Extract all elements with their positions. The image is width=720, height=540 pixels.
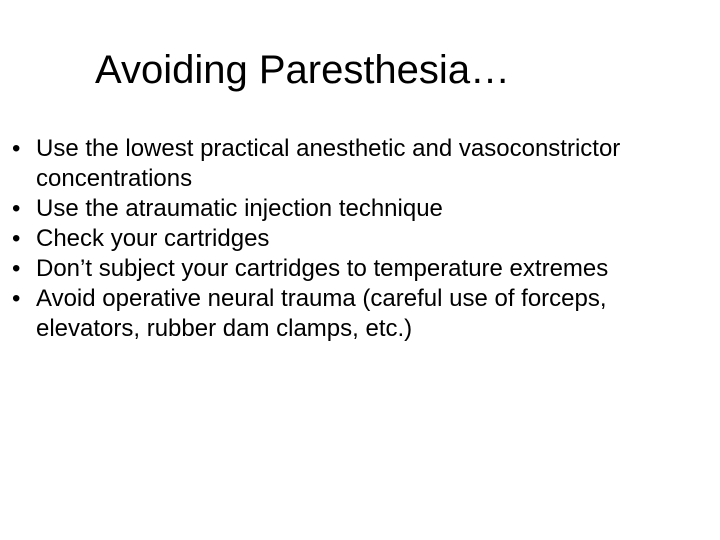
bullet-icon: • bbox=[12, 225, 21, 252]
bullet-icon: • bbox=[12, 195, 21, 222]
bullet-item bbox=[12, 254, 702, 284]
bullet-icon: • bbox=[12, 285, 21, 312]
bullet-item bbox=[12, 194, 702, 224]
slide-title: Avoiding Paresthesia… bbox=[95, 48, 511, 92]
bullet-list bbox=[12, 134, 702, 344]
bullet-item bbox=[12, 224, 702, 254]
bullet-icon: • bbox=[12, 255, 21, 282]
bullet-text: Don’t subject your cartridges to temperature extremes bbox=[36, 255, 609, 282]
bullet-icon: • bbox=[12, 135, 21, 162]
bullet-text: Avoid operative neural trauma (careful use of forceps, elevators, rubber dam clamps, etc.) bbox=[36, 285, 607, 342]
bullet-item bbox=[12, 284, 702, 344]
bullet-item bbox=[12, 134, 702, 194]
bullet-text: Check your cartridges bbox=[36, 225, 270, 252]
bullet-text: Use the lowest practical anesthetic and vasoconstrictor concentrations bbox=[36, 135, 621, 192]
bullet-text: Use the atraumatic injection technique bbox=[36, 195, 443, 222]
